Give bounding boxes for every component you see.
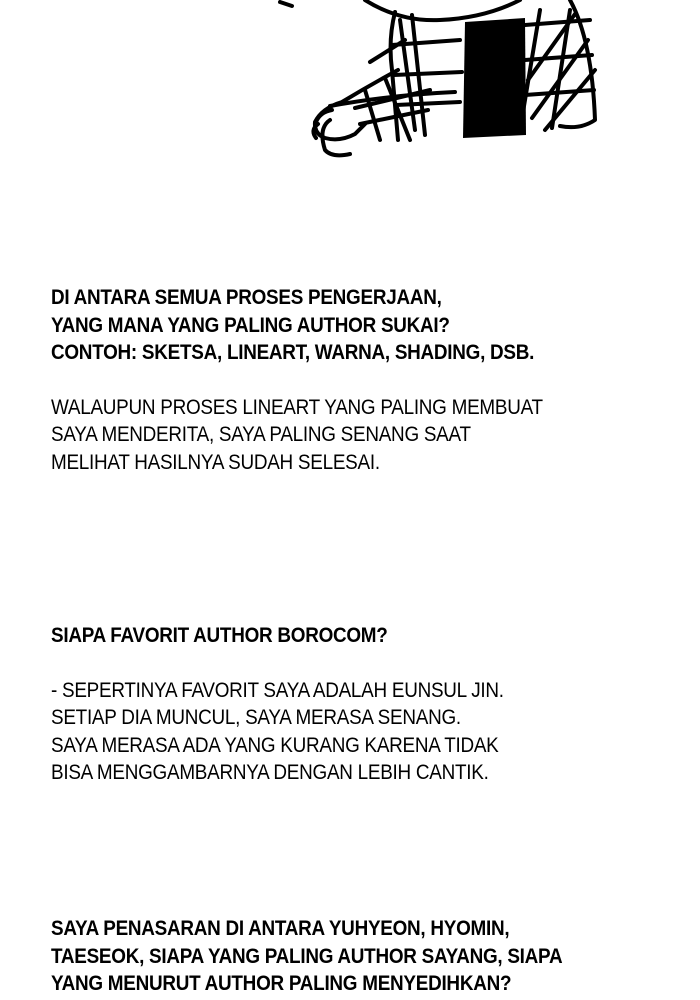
qa-section-2 bbox=[51, 622, 651, 787]
answer-line: SAYA MENDERITA, SAYA PALING SENANG SAAT bbox=[51, 423, 471, 446]
answer-text bbox=[51, 677, 651, 787]
question-line: TAESEOK, SIAPA YANG PALING AUTHOR SAYANG, SIAPA bbox=[51, 944, 563, 968]
question-line: YANG MENURUT AUTHOR PALING MENYEDIHKAN? bbox=[51, 972, 512, 995]
qa-section-3 bbox=[51, 915, 651, 998]
question-line: CONTOH: SKETSA, LINEART, WARNA, SHADING, DSB. bbox=[51, 341, 535, 364]
question-text bbox=[51, 915, 651, 998]
answer-line: WALAUPUN PROSES LINEART YANG PALING MEMBUAT bbox=[51, 395, 543, 419]
question-text bbox=[51, 622, 651, 650]
qa-section-1 bbox=[51, 284, 651, 476]
cartoon-character-plaid-shirt-icon bbox=[270, 0, 630, 170]
answer-line: SAYA MERASA ADA YANG KURANG KARENA TIDAK bbox=[51, 733, 499, 757]
answer-line: SETIAP DIA MUNCUL, SAYA MERASA SENANG. bbox=[51, 706, 461, 729]
question-text bbox=[51, 284, 651, 367]
answer-line: - SEPERTINYA FAVORIT SAYA ADALAH EUNSUL JIN. bbox=[51, 678, 504, 702]
answer-line: MELIHAT HASILNYA SUDAH SELESAI. bbox=[51, 450, 380, 474]
question-line: SIAPA FAVORIT AUTHOR BOROCOM? bbox=[51, 624, 388, 647]
question-line: YANG MANA YANG PALING AUTHOR SUKAI? bbox=[51, 313, 450, 337]
question-line: DI ANTARA SEMUA PROSES PENGERJAAN, bbox=[51, 286, 442, 309]
answer-text bbox=[51, 394, 651, 477]
question-line: SAYA PENASARAN DI ANTARA YUHYEON, HYOMIN, bbox=[51, 917, 510, 940]
answer-line: BISA MENGGAMBARNYA DENGAN LEBIH CANTIK. bbox=[51, 761, 489, 784]
